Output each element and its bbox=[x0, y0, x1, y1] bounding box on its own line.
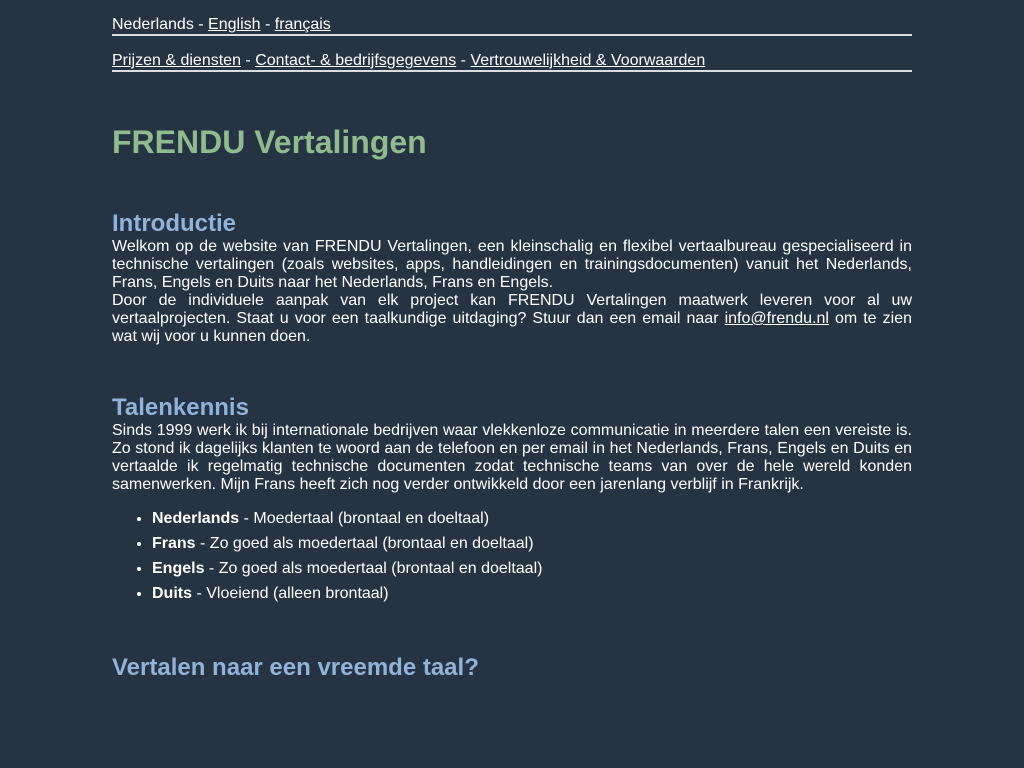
language-name: Frans bbox=[152, 535, 196, 552]
main-nav bbox=[112, 36, 912, 70]
list-item bbox=[152, 585, 912, 603]
nav-separator: - bbox=[456, 52, 471, 69]
list-item bbox=[152, 510, 912, 528]
intro-paragraph-2 bbox=[112, 292, 912, 346]
intro-paragraph-2-text-after: om te zien wat wij voor u kunnen doen. bbox=[112, 310, 912, 345]
list-item bbox=[152, 535, 912, 553]
language-name: Nederlands bbox=[152, 510, 240, 527]
nav-link-prijzen-diensten[interactable]: Prijzen & diensten bbox=[112, 52, 241, 69]
email-link[interactable]: info@frendu.nl bbox=[724, 310, 829, 327]
language-level: - Zo goed als moedertaal (brontaal en doeltaal) bbox=[204, 560, 543, 577]
language-level: - Vloeiend (alleen brontaal) bbox=[192, 585, 389, 602]
language-separator: - bbox=[260, 16, 275, 33]
language-link-francais[interactable]: français bbox=[274, 16, 331, 33]
language-skill-list bbox=[112, 510, 912, 603]
language-current: Nederlands bbox=[112, 16, 194, 33]
heading-vreemde-taal: Vertalen naar een vreemde taal? bbox=[112, 654, 479, 681]
page-container bbox=[112, 0, 912, 682]
language-switcher bbox=[112, 0, 912, 34]
heading-introductie: Introductie bbox=[112, 210, 236, 237]
nav-link-voorwaarden[interactable]: Vertrouwelijkheid & Voorwaarden bbox=[470, 52, 706, 69]
list-item bbox=[152, 560, 912, 578]
page-title: FRENDU Vertalingen bbox=[112, 124, 427, 160]
language-level: - Moedertaal (brontaal en doeltaal) bbox=[239, 510, 490, 527]
language-level: - Zo goed als moedertaal (brontaal en doeltaal) bbox=[195, 535, 534, 552]
nav-link-contact[interactable]: Contact- & bedrijfsgegevens bbox=[255, 52, 457, 69]
language-name: Engels bbox=[152, 560, 205, 577]
nav-separator: - bbox=[240, 52, 256, 69]
language-link-english[interactable]: English bbox=[208, 16, 261, 33]
talenkennis-paragraph: Sinds 1999 werk ik bij internationale bedrijven waar vlekkenloze communicatie in meerdere talen een vereiste is. Zo stond ik dagelijks klanten te woord aan de telefoon en per email in het Nederlands, Frans, Engels en Duits en vertaalde ik regelmatig technische documenten zodat technische teams van over de hele wereld konden samenwerken. Mijn Frans heeft zich nog verder ontwikkeld door een jarenlang verblijf in Frankrijk. bbox=[112, 422, 912, 493]
intro-paragraph-2-text-before: Door de individuele aanpak van elk project kan FRENDU Vertalingen maatwerk leveren voor al uw vertaalprojecten. Staat u voor een taalkundige uitdaging? Stuur dan een email naar bbox=[112, 292, 912, 327]
intro-paragraph-1: Welkom op de website van FRENDU Vertalingen, een kleinschalig en flexibel vertaalbureau gespecialiseerd in technische vertalingen (zoals websites, apps, handleidingen en trainingsdocumenten) vanuit het Nederlands, Frans, Engels en Duits naar het Nederlands, Frans en Engels. bbox=[112, 238, 912, 291]
heading-talenkennis: Talenkennis bbox=[112, 394, 249, 421]
language-name: Duits bbox=[152, 585, 192, 602]
language-separator: - bbox=[193, 16, 209, 33]
